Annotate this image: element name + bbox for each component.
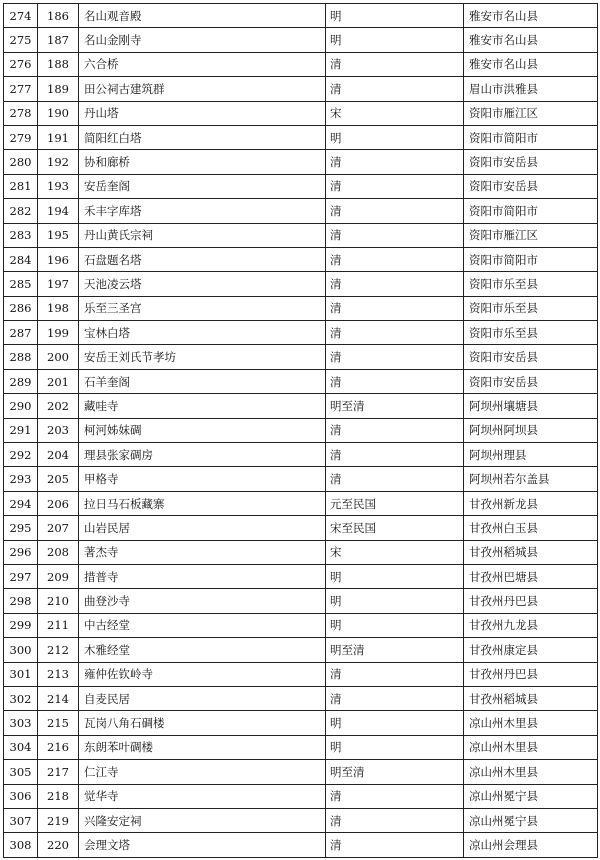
heritage-table	[3, 3, 598, 858]
location-cell: 凉山州木里县	[464, 735, 598, 759]
num-cell: 219	[38, 808, 79, 832]
location-cell: 凉山州会理县	[464, 833, 598, 857]
num-cell: 208	[38, 540, 79, 564]
era-cell: 清	[326, 345, 464, 369]
era-cell: 清	[326, 369, 464, 393]
num-cell: 197	[38, 272, 79, 296]
seq-cell: 305	[4, 760, 38, 784]
seq-cell: 287	[4, 321, 38, 345]
era-cell: 清	[326, 808, 464, 832]
name-cell: 名山金刚寺	[79, 28, 326, 52]
location-cell: 雅安市名山县	[464, 28, 598, 52]
location-cell: 凉山州冕宁县	[464, 808, 598, 832]
num-cell: 218	[38, 784, 79, 808]
name-cell: 乐至三圣宫	[79, 296, 326, 320]
name-cell: 仁江寺	[79, 760, 326, 784]
table-row	[4, 784, 598, 808]
era-cell: 明	[326, 589, 464, 613]
location-cell: 资阳市雁江区	[464, 101, 598, 125]
name-cell: 瓦岗八角石碉楼	[79, 711, 326, 735]
num-cell: 186	[38, 4, 79, 28]
era-cell: 清	[326, 174, 464, 198]
location-cell: 甘孜州丹巴县	[464, 589, 598, 613]
era-cell: 明	[326, 564, 464, 588]
seq-cell: 276	[4, 52, 38, 76]
table-row	[4, 28, 598, 52]
era-cell: 清	[326, 467, 464, 491]
table-row	[4, 589, 598, 613]
seq-cell: 308	[4, 833, 38, 857]
location-cell: 凉山州木里县	[464, 760, 598, 784]
num-cell: 205	[38, 467, 79, 491]
name-cell: 觉华寺	[79, 784, 326, 808]
seq-cell: 302	[4, 686, 38, 710]
name-cell: 甲格寺	[79, 467, 326, 491]
location-cell: 甘孜州新龙县	[464, 491, 598, 515]
location-cell: 阿坝州壤塘县	[464, 394, 598, 418]
table-row	[4, 247, 598, 271]
num-cell: 211	[38, 613, 79, 637]
seq-cell: 294	[4, 491, 38, 515]
num-cell: 191	[38, 125, 79, 149]
num-cell: 216	[38, 735, 79, 759]
table-row	[4, 516, 598, 540]
num-cell: 217	[38, 760, 79, 784]
seq-cell: 299	[4, 613, 38, 637]
era-cell: 明	[326, 125, 464, 149]
seq-cell: 284	[4, 247, 38, 271]
table-row	[4, 638, 598, 662]
seq-cell: 293	[4, 467, 38, 491]
seq-cell: 303	[4, 711, 38, 735]
name-cell: 六合桥	[79, 52, 326, 76]
name-cell: 木雅经堂	[79, 638, 326, 662]
name-cell: 拉日马石板藏寨	[79, 491, 326, 515]
era-cell: 宋	[326, 101, 464, 125]
num-cell: 206	[38, 491, 79, 515]
era-cell: 清	[326, 247, 464, 271]
location-cell: 甘孜州丹巴县	[464, 662, 598, 686]
name-cell: 简阳红白塔	[79, 125, 326, 149]
location-cell: 阿坝州阿坝县	[464, 418, 598, 442]
num-cell: 196	[38, 247, 79, 271]
table-row	[4, 418, 598, 442]
era-cell: 清	[326, 296, 464, 320]
era-cell: 清	[326, 52, 464, 76]
seq-cell: 289	[4, 369, 38, 393]
location-cell: 雅安市名山县	[464, 52, 598, 76]
seq-cell: 290	[4, 394, 38, 418]
table-row	[4, 174, 598, 198]
seq-cell: 306	[4, 784, 38, 808]
era-cell: 明至清	[326, 638, 464, 662]
location-cell: 资阳市乐至县	[464, 321, 598, 345]
seq-cell: 277	[4, 77, 38, 101]
table-row	[4, 77, 598, 101]
table-row	[4, 150, 598, 174]
era-cell: 明	[326, 613, 464, 637]
num-cell: 193	[38, 174, 79, 198]
era-cell: 清	[326, 662, 464, 686]
table-row	[4, 443, 598, 467]
name-cell: 自麦民居	[79, 686, 326, 710]
num-cell: 188	[38, 52, 79, 76]
table-row	[4, 711, 598, 735]
seq-cell: 301	[4, 662, 38, 686]
era-cell: 清	[326, 272, 464, 296]
num-cell: 214	[38, 686, 79, 710]
name-cell: 宝林白塔	[79, 321, 326, 345]
era-cell: 清	[326, 418, 464, 442]
location-cell: 甘孜州稻城县	[464, 540, 598, 564]
seq-cell: 283	[4, 223, 38, 247]
era-cell: 明	[326, 735, 464, 759]
location-cell: 资阳市简阳市	[464, 125, 598, 149]
table-row	[4, 321, 598, 345]
location-cell: 资阳市简阳市	[464, 199, 598, 223]
name-cell: 措普寺	[79, 564, 326, 588]
location-cell: 甘孜州稻城县	[464, 686, 598, 710]
era-cell: 明	[326, 28, 464, 52]
table-row	[4, 491, 598, 515]
table-row	[4, 467, 598, 491]
name-cell: 协和廊桥	[79, 150, 326, 174]
name-cell: 柯河姊妹碉	[79, 418, 326, 442]
num-cell: 210	[38, 589, 79, 613]
seq-cell: 296	[4, 540, 38, 564]
table-row	[4, 735, 598, 759]
num-cell: 195	[38, 223, 79, 247]
seq-cell: 274	[4, 4, 38, 28]
num-cell: 201	[38, 369, 79, 393]
seq-cell: 298	[4, 589, 38, 613]
table-row	[4, 345, 598, 369]
table-row	[4, 272, 598, 296]
num-cell: 209	[38, 564, 79, 588]
num-cell: 189	[38, 77, 79, 101]
seq-cell: 285	[4, 272, 38, 296]
name-cell: 著杰寺	[79, 540, 326, 564]
seq-cell: 291	[4, 418, 38, 442]
name-cell: 禾丰字库塔	[79, 199, 326, 223]
num-cell: 215	[38, 711, 79, 735]
name-cell: 理县张家碉房	[79, 443, 326, 467]
table-row	[4, 662, 598, 686]
era-cell: 元至民国	[326, 491, 464, 515]
table-row	[4, 4, 598, 28]
location-cell: 眉山市洪雅县	[464, 77, 598, 101]
location-cell: 甘孜州康定县	[464, 638, 598, 662]
table-row	[4, 808, 598, 832]
num-cell: 220	[38, 833, 79, 857]
location-cell: 凉山州冕宁县	[464, 784, 598, 808]
num-cell: 194	[38, 199, 79, 223]
name-cell: 丹山塔	[79, 101, 326, 125]
name-cell: 名山观音殿	[79, 4, 326, 28]
era-cell: 宋	[326, 540, 464, 564]
num-cell: 190	[38, 101, 79, 125]
name-cell: 山岩民居	[79, 516, 326, 540]
location-cell: 资阳市乐至县	[464, 296, 598, 320]
num-cell: 200	[38, 345, 79, 369]
num-cell: 198	[38, 296, 79, 320]
seq-cell: 292	[4, 443, 38, 467]
table-row	[4, 564, 598, 588]
era-cell: 清	[326, 833, 464, 857]
seq-cell: 275	[4, 28, 38, 52]
era-cell: 明	[326, 711, 464, 735]
num-cell: 187	[38, 28, 79, 52]
name-cell: 曲登沙寺	[79, 589, 326, 613]
seq-cell: 307	[4, 808, 38, 832]
location-cell: 雅安市名山县	[464, 4, 598, 28]
num-cell: 213	[38, 662, 79, 686]
table-row	[4, 101, 598, 125]
location-cell: 资阳市简阳市	[464, 247, 598, 271]
name-cell: 兴隆安定祠	[79, 808, 326, 832]
name-cell: 东朗苯叶碉楼	[79, 735, 326, 759]
name-cell: 石羊奎阁	[79, 369, 326, 393]
seq-cell: 304	[4, 735, 38, 759]
seq-cell: 295	[4, 516, 38, 540]
seq-cell: 278	[4, 101, 38, 125]
location-cell: 资阳市安岳县	[464, 345, 598, 369]
table-row	[4, 394, 598, 418]
seq-cell: 286	[4, 296, 38, 320]
seq-cell: 279	[4, 125, 38, 149]
name-cell: 田公祠古建筑群	[79, 77, 326, 101]
era-cell: 清	[326, 686, 464, 710]
location-cell: 凉山州木里县	[464, 711, 598, 735]
table-row	[4, 833, 598, 857]
name-cell: 藏哇寺	[79, 394, 326, 418]
seq-cell: 280	[4, 150, 38, 174]
table-row	[4, 540, 598, 564]
seq-cell: 281	[4, 174, 38, 198]
seq-cell: 300	[4, 638, 38, 662]
seq-cell: 297	[4, 564, 38, 588]
table-row	[4, 199, 598, 223]
name-cell: 安岳奎阁	[79, 174, 326, 198]
location-cell: 资阳市雁江区	[464, 223, 598, 247]
num-cell: 207	[38, 516, 79, 540]
name-cell: 会理文塔	[79, 833, 326, 857]
num-cell: 212	[38, 638, 79, 662]
location-cell: 甘孜州白玉县	[464, 516, 598, 540]
era-cell: 明	[326, 4, 464, 28]
era-cell: 宋至民国	[326, 516, 464, 540]
table-row	[4, 223, 598, 247]
era-cell: 明至清	[326, 394, 464, 418]
table-row	[4, 125, 598, 149]
era-cell: 清	[326, 443, 464, 467]
era-cell: 清	[326, 321, 464, 345]
location-cell: 资阳市乐至县	[464, 272, 598, 296]
table-row	[4, 296, 598, 320]
era-cell: 清	[326, 199, 464, 223]
era-cell: 明至清	[326, 760, 464, 784]
location-cell: 阿坝州理县	[464, 443, 598, 467]
location-cell: 资阳市安岳县	[464, 369, 598, 393]
location-cell: 甘孜州九龙县	[464, 613, 598, 637]
table-row	[4, 686, 598, 710]
table-row	[4, 613, 598, 637]
name-cell: 丹山黄氏宗祠	[79, 223, 326, 247]
table-row	[4, 760, 598, 784]
name-cell: 中古经堂	[79, 613, 326, 637]
era-cell: 清	[326, 223, 464, 247]
location-cell: 资阳市安岳县	[464, 174, 598, 198]
name-cell: 安岳王刘氏节孝坊	[79, 345, 326, 369]
num-cell: 192	[38, 150, 79, 174]
seq-cell: 282	[4, 199, 38, 223]
table-row	[4, 52, 598, 76]
location-cell: 阿坝州若尔盖县	[464, 467, 598, 491]
era-cell: 清	[326, 784, 464, 808]
name-cell: 雍仲佐钦岭寺	[79, 662, 326, 686]
era-cell: 清	[326, 150, 464, 174]
num-cell: 202	[38, 394, 79, 418]
table-body	[4, 4, 598, 858]
num-cell: 204	[38, 443, 79, 467]
name-cell: 天池凌云塔	[79, 272, 326, 296]
table-row	[4, 369, 598, 393]
era-cell: 清	[326, 77, 464, 101]
location-cell: 资阳市安岳县	[464, 150, 598, 174]
seq-cell: 288	[4, 345, 38, 369]
location-cell: 甘孜州巴塘县	[464, 564, 598, 588]
num-cell: 199	[38, 321, 79, 345]
name-cell: 石盘题名塔	[79, 247, 326, 271]
num-cell: 203	[38, 418, 79, 442]
